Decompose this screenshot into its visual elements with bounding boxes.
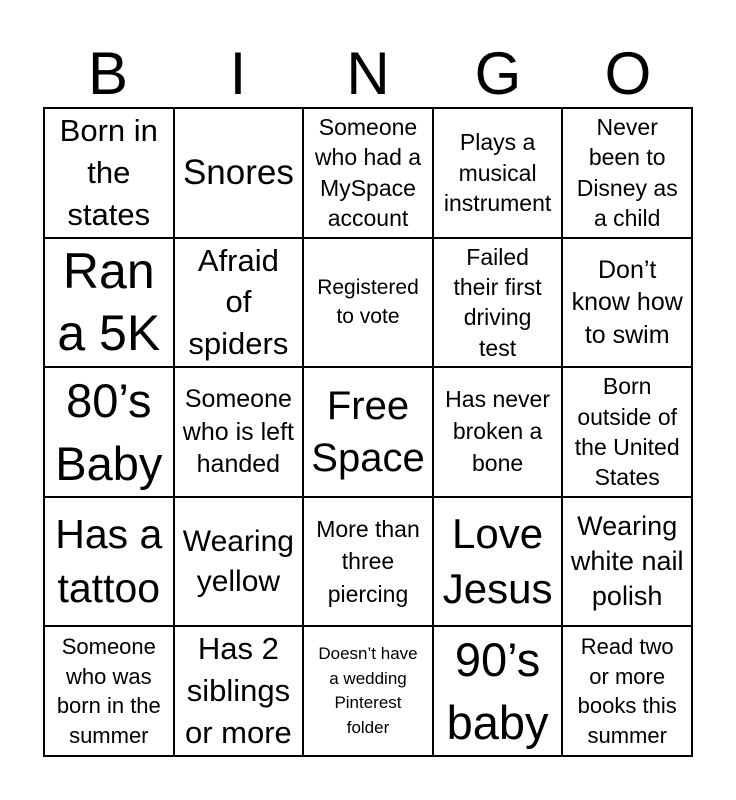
bingo-cell[interactable] <box>174 238 304 368</box>
bingo-cell[interactable] <box>303 626 433 756</box>
bingo-cell-text: Has a tattoo <box>55 511 163 611</box>
bingo-cell[interactable] <box>303 108 433 238</box>
bingo-cell[interactable] <box>44 238 174 368</box>
bingo-cell-text: Don’t know how to swim <box>571 255 683 349</box>
bingo-cell[interactable] <box>562 626 692 756</box>
bingo-cell-text: Someone who had a MySpace account <box>314 114 422 232</box>
bingo-title <box>43 38 693 108</box>
bingo-cell-text: Someone who was born in the summer <box>56 633 161 748</box>
bingo-cell-text: 90’s baby <box>446 632 549 750</box>
bingo-cell-text: Wearing yellow <box>182 525 294 598</box>
bingo-cell-text: Plays a musical instrument <box>443 129 552 216</box>
title-letter-n: N <box>346 39 390 107</box>
bingo-cell[interactable] <box>433 238 563 368</box>
bingo-cell-text: Born outside of the United States <box>574 373 680 491</box>
bingo-cell-text: 80’s Baby <box>55 373 163 490</box>
bingo-cell[interactable] <box>174 108 304 238</box>
bingo-grid <box>43 107 693 757</box>
bingo-cell[interactable] <box>303 367 433 497</box>
bingo-cell[interactable] <box>562 238 692 368</box>
title-letter-g: G <box>474 39 522 107</box>
bingo-cell-text: Someone who is left handed <box>182 385 294 479</box>
bingo-cell[interactable] <box>433 367 563 497</box>
bingo-cell[interactable] <box>303 238 433 368</box>
bingo-cell[interactable] <box>174 497 304 627</box>
bingo-cell[interactable] <box>562 497 692 627</box>
title-letter-o: O <box>604 39 652 107</box>
bingo-cell-text: Love Jesus <box>442 510 553 612</box>
bingo-cell[interactable] <box>433 108 563 238</box>
bingo-cell[interactable] <box>174 367 304 497</box>
bingo-cell[interactable] <box>44 108 174 238</box>
bingo-cell-text: Ran a 5K <box>57 242 161 362</box>
title-letter-b: B <box>87 39 129 107</box>
bingo-cell-text: Doesn’t have a wedding Pinterest folder <box>318 643 418 737</box>
bingo-cell[interactable] <box>44 367 174 497</box>
bingo-cell[interactable] <box>303 497 433 627</box>
bingo-cell-text: Afraid of spiders <box>188 242 289 362</box>
bingo-cell-text: Has 2 siblings or more <box>184 631 292 751</box>
bingo-cell-text: Free Space <box>311 383 425 480</box>
bingo-cell-text: Never been to Disney as a child <box>576 114 678 232</box>
bingo-cell[interactable] <box>562 108 692 238</box>
bingo-cell-text: Born in the states <box>59 113 158 232</box>
bingo-cell-text: Read two or more books this summer <box>577 633 677 748</box>
bingo-cell[interactable] <box>562 367 692 497</box>
bingo-cell[interactable] <box>174 626 304 756</box>
bingo-cell-text: Snores <box>182 152 294 192</box>
bingo-cell[interactable] <box>433 497 563 627</box>
bingo-cell[interactable] <box>433 626 563 756</box>
bingo-cell-text: Has never broken a bone <box>445 386 550 476</box>
bingo-cell-text: Failed their first driving test <box>453 243 542 361</box>
bingo-cell-text: Wearing white nail polish <box>570 510 684 612</box>
bingo-cell[interactable] <box>44 497 174 627</box>
bingo-cell-text: More than three piercing <box>316 515 420 607</box>
title-letter-i: I <box>229 39 247 107</box>
bingo-cell-text: Registered to vote <box>317 275 419 329</box>
bingo-cell[interactable] <box>44 626 174 756</box>
